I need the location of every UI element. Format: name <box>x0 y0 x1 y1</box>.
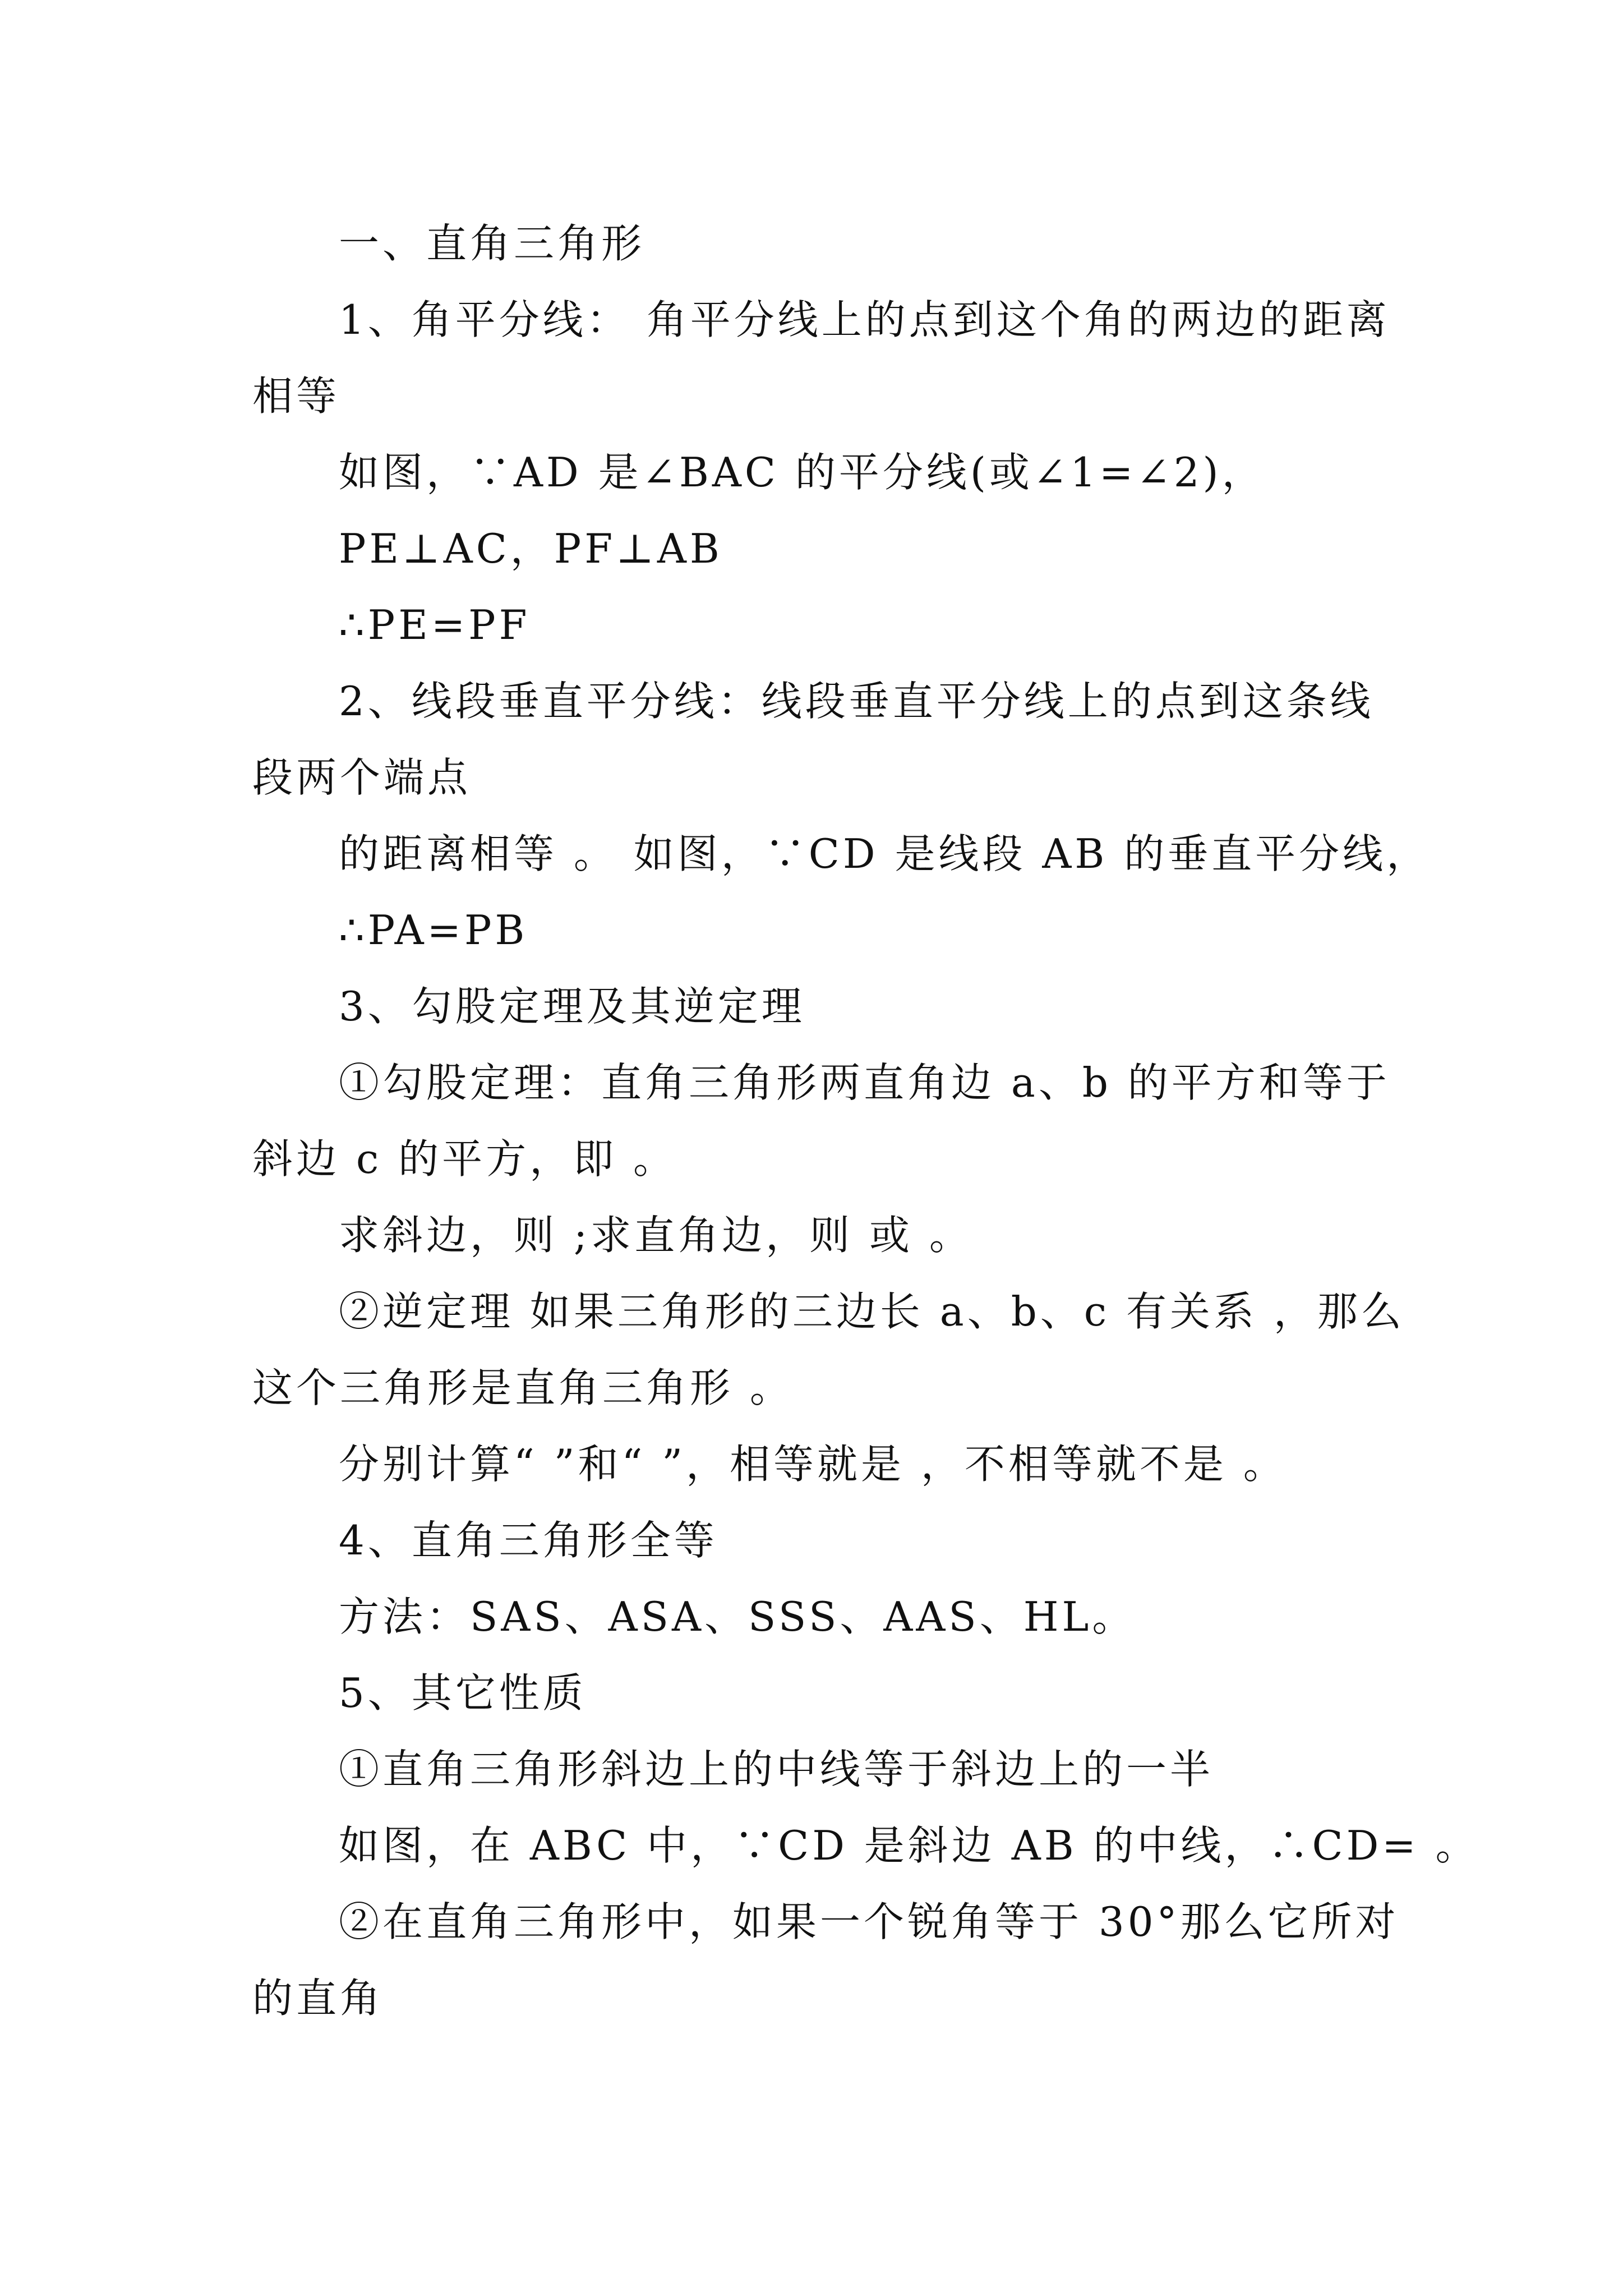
item-3-converse: ②逆定理 如果三角形的三边长 a、b、c 有关系 ，那么 <box>339 1288 1405 1335</box>
item-5-title: 5、其它性质 <box>339 1669 587 1717</box>
item-1-continuation: 相等 <box>252 372 340 420</box>
item-5-figure-note: 如图，在 ABC 中，∵CD 是斜边 AB 的中线，∴CD= 。 <box>339 1822 1479 1869</box>
item-5-property-2: ②在直角三角形中，如果一个锐角等于 30°那么它所对 <box>339 1898 1399 1945</box>
item-3-check-method: 分别计算“ ”和“ ”，相等就是 ，不相等就不是 。 <box>339 1441 1287 1488</box>
item-3-converse-cont: 这个三角形是直角三角形 。 <box>252 1364 794 1411</box>
item-2-conclusion: ∴PA=PB <box>339 907 528 954</box>
item-3-title: 3、勾股定理及其逆定理 <box>339 983 805 1030</box>
item-1-condition: PE⊥AC，PF⊥AB <box>339 525 723 572</box>
item-5-property-2-cont: 的直角 <box>252 1975 384 2022</box>
item-3-usage: 求斜边，则 ;求直角边，则 或 。 <box>339 1212 973 1259</box>
section-heading: 一、直角三角形 <box>339 220 645 267</box>
item-1-title: 1、角平分线： 角平分线上的点到这个角的两边的距离 <box>339 296 1390 343</box>
item-3-theorem: ①勾股定理：直角三角形两直角边 a、b 的平方和等于 <box>339 1059 1390 1106</box>
item-5-property-1: ①直角三角形斜边上的中线等于斜边上的一半 <box>339 1746 1214 1793</box>
item-2-figure-note: 的距离相等 。 如图，∵CD 是线段 AB 的垂直平分线， <box>339 830 1431 877</box>
item-4-title: 4、直角三角形全等 <box>339 1517 718 1564</box>
item-2-title: 2、线段垂直平分线：线段垂直平分线上的点到这条线 <box>339 678 1374 725</box>
item-2-continuation: 段两个端点 <box>252 754 472 801</box>
item-1-figure-note: 如图，∵AD 是∠BAC 的平分线(或∠1=∠2)， <box>339 449 1266 496</box>
item-1-conclusion: ∴PE=PF <box>339 601 531 648</box>
item-3-theorem-cont: 斜边 c 的平方，即 。 <box>252 1135 677 1182</box>
item-4-methods: 方法：SAS、ASA、SSS、AAS、HL。 <box>339 1593 1136 1640</box>
